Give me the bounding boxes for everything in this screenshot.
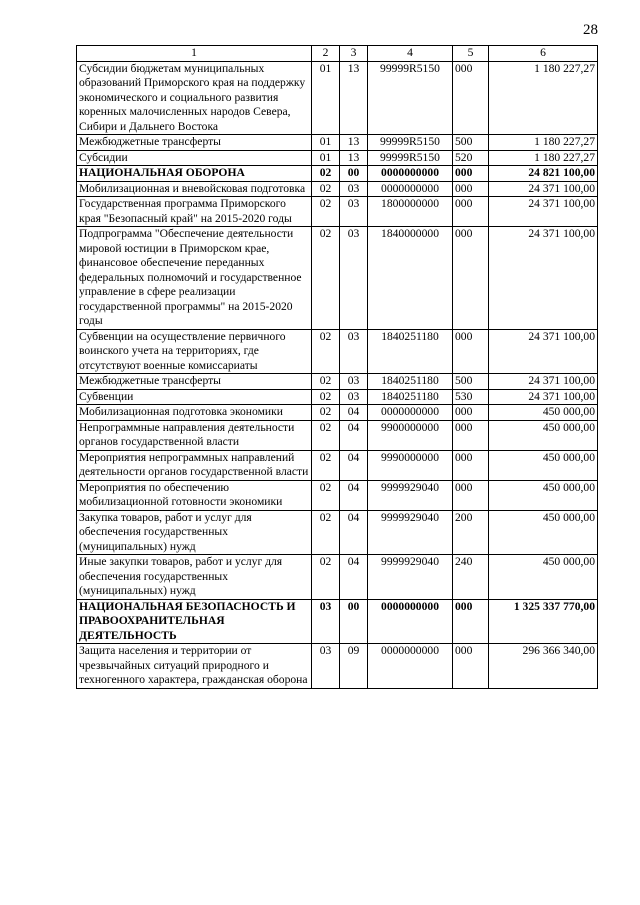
table-row [77,644,598,689]
row-name: Мероприятия по обеспечению мобилизационной готовности экономики [77,480,312,510]
table-row [77,181,598,197]
row-target-code: 99999R5150 [368,135,453,151]
table-row [77,150,598,166]
row-name: Мероприятия непрограммных направлений деятельности органов государственной власти [77,450,312,480]
row-target-code: 9999929040 [368,510,453,555]
row-subsection: 13 [340,150,368,166]
table-row [77,329,598,374]
row-target-code: 0000000000 [368,599,453,644]
row-amount: 450 000,00 [489,420,598,450]
row-subsection: 04 [340,480,368,510]
table-row [77,61,598,135]
row-section: 03 [312,599,340,644]
row-expense-type: 520 [453,150,489,166]
row-subsection: 13 [340,61,368,135]
row-subsection: 04 [340,405,368,421]
row-amount: 450 000,00 [489,510,598,555]
table-row [77,599,598,644]
row-expense-type: 000 [453,329,489,374]
row-subsection: 03 [340,374,368,390]
row-amount: 1 180 227,27 [489,135,598,151]
row-section: 02 [312,420,340,450]
row-name: Мобилизационная подготовка экономики [77,405,312,421]
row-expense-type: 000 [453,480,489,510]
row-target-code: 0000000000 [368,166,453,182]
row-name: Закупка товаров, работ и услуг для обеспечения государственных (муниципальных) нужд [77,510,312,555]
row-amount: 24 371 100,00 [489,227,598,330]
row-expense-type: 000 [453,166,489,182]
row-name: НАЦИОНАЛЬНАЯ БЕЗОПАСНОСТЬ И ПРАВООХРАНИТЕЛЬНАЯ ДЕЯТЕЛЬНОСТЬ [77,599,312,644]
row-target-code: 0000000000 [368,644,453,689]
row-subsection: 09 [340,644,368,689]
row-subsection: 04 [340,555,368,600]
table-body [77,46,598,689]
header-col-3: 3 [340,46,368,62]
row-amount: 24 821 100,00 [489,166,598,182]
table-row [77,510,598,555]
row-subsection: 03 [340,329,368,374]
row-target-code: 0000000000 [368,181,453,197]
row-amount: 1 325 337 770,00 [489,599,598,644]
row-target-code: 0000000000 [368,405,453,421]
row-subsection: 03 [340,227,368,330]
row-section: 02 [312,389,340,405]
table-row [77,420,598,450]
table-row [77,374,598,390]
row-expense-type: 000 [453,644,489,689]
row-target-code: 9900000000 [368,420,453,450]
row-amount: 1 180 227,27 [489,150,598,166]
row-section: 03 [312,644,340,689]
row-name: Межбюджетные трансферты [77,374,312,390]
row-subsection: 00 [340,166,368,182]
row-expense-type: 000 [453,450,489,480]
row-amount: 296 366 340,00 [489,644,598,689]
row-expense-type: 000 [453,599,489,644]
row-section: 02 [312,510,340,555]
row-section: 01 [312,150,340,166]
table-row [77,480,598,510]
row-section: 02 [312,197,340,227]
row-name: НАЦИОНАЛЬНАЯ ОБОРОНА [77,166,312,182]
row-name: Субвенции на осуществление первичного воинского учета на территориях, где отсутствуют военные комиссариаты [77,329,312,374]
row-subsection: 03 [340,197,368,227]
row-name: Межбюджетные трансферты [77,135,312,151]
row-subsection: 04 [340,420,368,450]
row-target-code: 9990000000 [368,450,453,480]
row-amount: 450 000,00 [489,555,598,600]
row-expense-type: 200 [453,510,489,555]
table-row [77,555,598,600]
row-section: 02 [312,374,340,390]
row-amount: 450 000,00 [489,405,598,421]
row-amount: 1 180 227,27 [489,61,598,135]
row-name: Субсидии [77,150,312,166]
row-name: Подпрограмма "Обеспечение деятельности мировой юстиции в Приморском крае, финансовое обеспечение переданных федеральных полномочий и государственное управление в сфере реализации государственной программы" на 2015-2020 годы [77,227,312,330]
row-amount: 24 371 100,00 [489,374,598,390]
row-subsection: 04 [340,450,368,480]
row-amount: 450 000,00 [489,480,598,510]
row-target-code: 99999R5150 [368,150,453,166]
row-target-code: 1840251180 [368,389,453,405]
row-expense-type: 000 [453,197,489,227]
row-subsection: 13 [340,135,368,151]
row-name: Защита населения и территории от чрезвычайных ситуаций природного и техногенного характера, гражданская оборона [77,644,312,689]
header-col-6: 6 [489,46,598,62]
row-name: Субсидии бюджетам муниципальных образований Приморского края на поддержку экономического и социального развития коренных малочисленных народов Севера, Сибири и Дальнего Востока [77,61,312,135]
row-expense-type: 000 [453,227,489,330]
header-col-5: 5 [453,46,489,62]
row-section: 02 [312,166,340,182]
table-row [77,450,598,480]
row-target-code: 1840000000 [368,227,453,330]
table-row [77,166,598,182]
row-name: Непрограммные направления деятельности органов государственной власти [77,420,312,450]
row-target-code: 1840251180 [368,329,453,374]
row-amount: 24 371 100,00 [489,197,598,227]
table-row [77,197,598,227]
row-amount: 24 371 100,00 [489,181,598,197]
row-expense-type: 530 [453,389,489,405]
row-name: Субвенции [77,389,312,405]
table-row [77,405,598,421]
row-expense-type: 000 [453,181,489,197]
row-expense-type: 000 [453,405,489,421]
row-expense-type: 240 [453,555,489,600]
row-name: Иные закупки товаров, работ и услуг для обеспечения государственных (муниципальных) нужд [77,555,312,600]
row-section: 02 [312,405,340,421]
table-row [77,389,598,405]
row-expense-type: 000 [453,420,489,450]
row-section: 02 [312,555,340,600]
row-subsection: 03 [340,389,368,405]
row-section: 02 [312,227,340,330]
row-target-code: 1840251180 [368,374,453,390]
row-expense-type: 500 [453,135,489,151]
row-section: 01 [312,135,340,151]
row-subsection: 04 [340,510,368,555]
page-number: 28 [583,22,598,38]
row-subsection: 00 [340,599,368,644]
header-col-2: 2 [312,46,340,62]
row-name: Мобилизационная и вневойсковая подготовка [77,181,312,197]
row-section: 02 [312,181,340,197]
header-col-1: 1 [77,46,312,62]
table-row [77,227,598,330]
row-amount: 450 000,00 [489,450,598,480]
header-col-4: 4 [368,46,453,62]
row-section: 02 [312,329,340,374]
row-target-code: 9999929040 [368,480,453,510]
row-section: 02 [312,450,340,480]
row-target-code: 1800000000 [368,197,453,227]
row-section: 02 [312,480,340,510]
row-expense-type: 000 [453,61,489,135]
budget-table [76,45,598,689]
row-target-code: 9999929040 [368,555,453,600]
row-section: 01 [312,61,340,135]
row-name: Государственная программа Приморского края "Безопасный край" на 2015-2020 годы [77,197,312,227]
table-row [77,135,598,151]
row-target-code: 99999R5150 [368,61,453,135]
row-subsection: 03 [340,181,368,197]
row-expense-type: 500 [453,374,489,390]
row-amount: 24 371 100,00 [489,329,598,374]
table-header-row [77,46,598,62]
row-amount: 24 371 100,00 [489,389,598,405]
